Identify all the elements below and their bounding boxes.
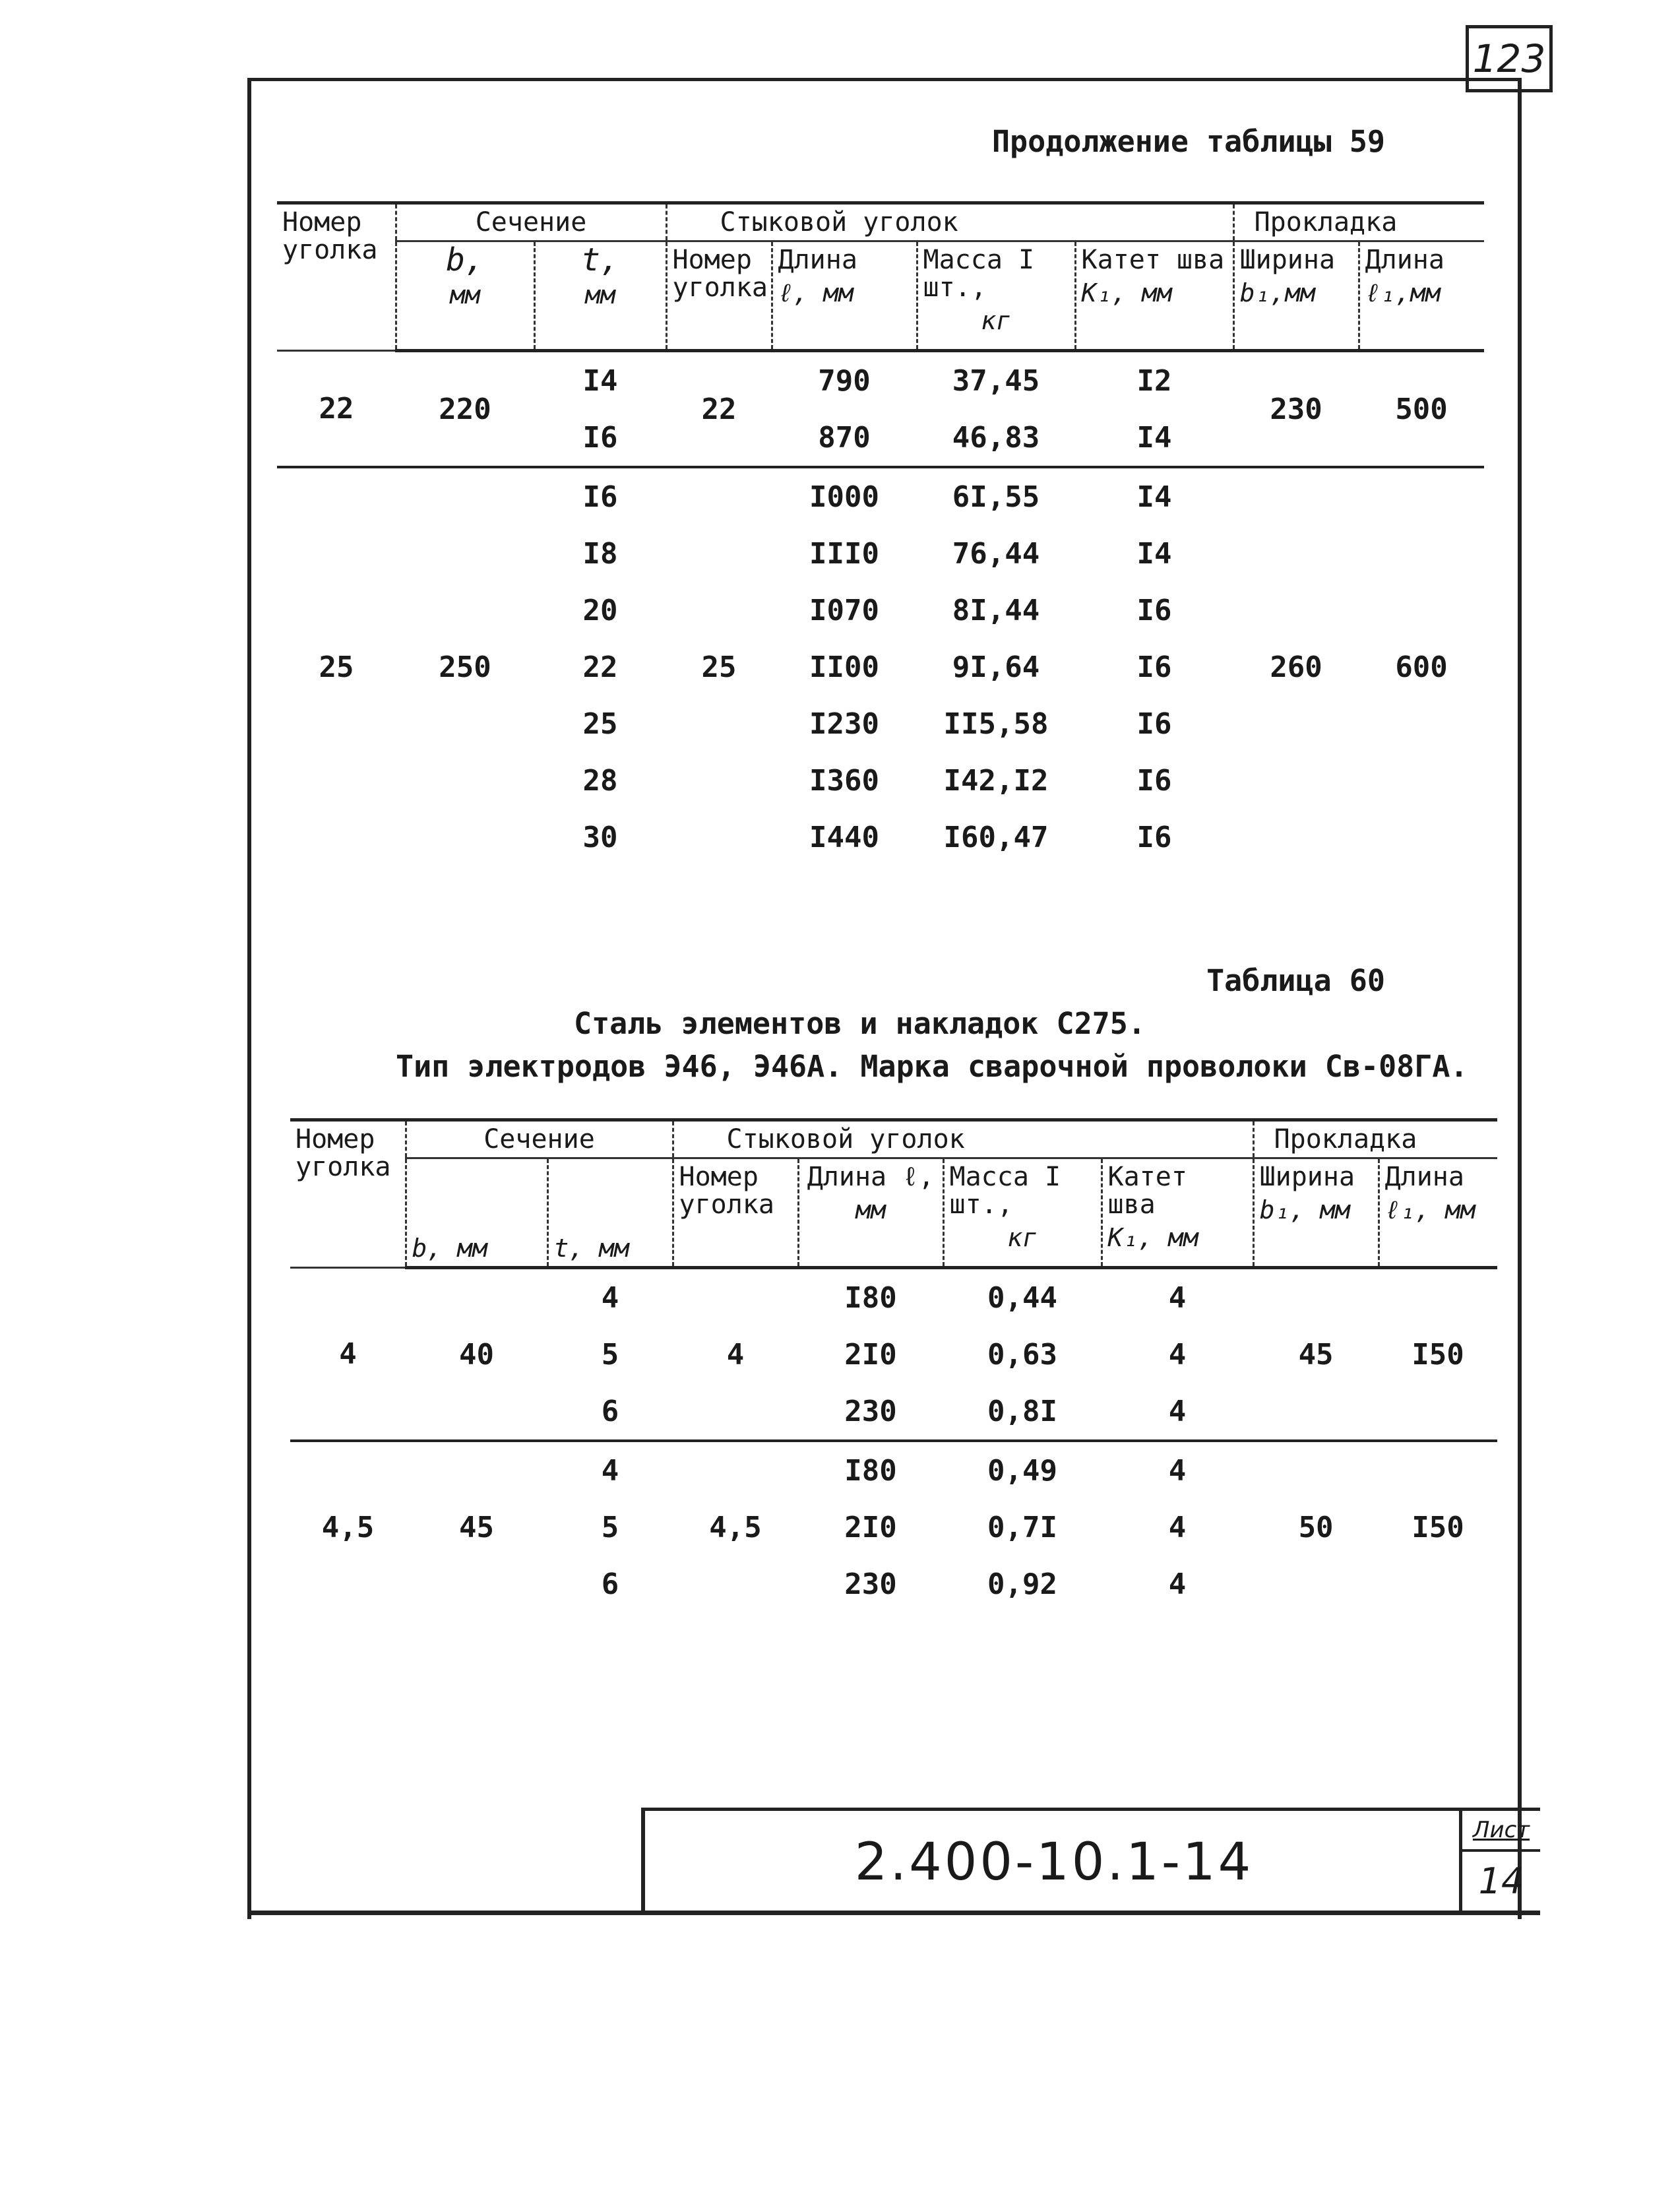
document-code: 2.400-10.1-14 (641, 1808, 1463, 1914)
mass-cell: 37,45 (952, 363, 1040, 398)
weld-cell: I6 (1136, 820, 1172, 854)
angle-number-cell: 4,5 (290, 1441, 406, 1612)
weld-cell: I6 (1136, 593, 1172, 627)
section-t-cell: 20 (582, 593, 618, 627)
header-section: Сечение (396, 203, 666, 241)
page-number: 123 (1466, 25, 1553, 92)
table-59 (277, 201, 1484, 866)
sheet-number: 14 (1478, 1860, 1524, 1902)
header-pad-length-sym: ℓ₁, мм (1384, 1195, 1475, 1224)
table59-body (277, 351, 1484, 866)
section-b-cell: 45 (406, 1441, 547, 1612)
section-t-cell: 4 (601, 1280, 619, 1315)
header-pad-width: Ширина (1239, 245, 1336, 275)
length-cell: I360 (809, 763, 879, 798)
header-length-sym: ℓ, мм (778, 278, 854, 307)
header-b-unit: мм (450, 280, 480, 309)
angle-number-cell: 4 (339, 1337, 357, 1371)
mass-cell: I42,I2 (943, 763, 1049, 798)
table60-steel-line: Сталь элементов и накладок С275. (574, 1006, 1146, 1041)
weld-cell: I4 (1136, 536, 1172, 571)
mass-cell: 0,8I (987, 1394, 1057, 1428)
sheet-label: Лист (1462, 1811, 1540, 1852)
header-b: b, мм (412, 1234, 487, 1263)
weld-cell: I4 (1136, 420, 1172, 455)
table-60 (290, 1118, 1497, 1612)
section-t-cell: 25 (582, 707, 618, 741)
butt-number-cell: 22 (701, 392, 737, 426)
pad-width-cell: 45 (1298, 1337, 1334, 1372)
header-length: Длина (778, 245, 857, 275)
header-pad: Прокладка (1233, 203, 1484, 241)
length-cell: 790 (818, 363, 871, 398)
angle-number-cell: 22 (319, 392, 354, 426)
header-t-unit: мм (585, 280, 615, 309)
header-b: b, (446, 241, 484, 278)
pad-length-cell: I50 (1379, 1441, 1497, 1612)
section-t-cell: I6 (534, 467, 666, 525)
section-t-cell: 5 (601, 1337, 619, 1372)
mass-cell: 0,92 (987, 1567, 1057, 1601)
section-t-cell: 6 (601, 1394, 619, 1428)
header-t: t, (581, 241, 619, 278)
header-pad-width-sym: b₁, мм (1259, 1195, 1350, 1224)
section-t-cell: 6 (601, 1567, 619, 1601)
butt-number-cell: 4,5 (673, 1441, 798, 1612)
length-cell: I80 (844, 1280, 897, 1315)
section-t-cell: 4 (547, 1441, 673, 1499)
header-angle-number: Номер уголка (277, 203, 396, 351)
header-length: Длина ℓ, (807, 1162, 935, 1192)
table59-caption: Продолжение таблицы 59 (991, 124, 1385, 159)
weld-cell: I6 (1136, 707, 1172, 741)
mass-cell: 0,44 (987, 1280, 1057, 1315)
weld-cell: 4 (1168, 1567, 1187, 1601)
weld-cell: 4 (1102, 1441, 1253, 1499)
length-cell: I80 (798, 1441, 943, 1499)
length-cell: 870 (818, 420, 871, 455)
header-butt-number: Номер уголка (666, 241, 772, 351)
butt-number-cell: 25 (666, 467, 772, 866)
weld-cell: 4 (1168, 1394, 1187, 1428)
weld-cell: 4 (1168, 1510, 1187, 1544)
mass-cell: 46,83 (952, 420, 1040, 455)
header-butt-angle: Стыковой уголок (666, 203, 1233, 241)
section-b-cell: 220 (439, 392, 491, 426)
weld-cell: I6 (1136, 763, 1172, 798)
header-t: t, мм (553, 1234, 629, 1263)
length-cell: 2I0 (844, 1337, 897, 1372)
length-cell: III0 (809, 536, 879, 571)
mass-cell: 76,44 (952, 536, 1040, 571)
header-butt-number: Номер уголка (673, 1158, 798, 1268)
section-b-cell: 40 (459, 1337, 494, 1372)
weld-cell: 4 (1168, 1280, 1187, 1315)
mass-cell: 0,63 (987, 1337, 1057, 1372)
mass-cell: 0,7I (987, 1510, 1057, 1544)
pad-width-cell: 50 (1253, 1441, 1379, 1612)
table-row (277, 467, 1484, 525)
mass-cell: I60,47 (943, 820, 1049, 854)
section-t-cell: 5 (601, 1510, 619, 1544)
header-pad-length: Длина (1384, 1162, 1464, 1192)
weld-cell: I4 (1075, 467, 1233, 525)
weld-cell: I2 (1136, 363, 1172, 398)
header-butt-angle: Стыковой уголок (673, 1120, 1253, 1158)
length-cell: 2I0 (844, 1510, 897, 1544)
header-pad-width-sym: b₁,мм (1239, 278, 1315, 307)
table60-electrode-line: Тип электродов Э46, Э46А. Марка сварочной проволоки Св-08ГА. (396, 1049, 1468, 1084)
length-cell: II00 (809, 650, 879, 684)
pad-width-cell: 230 (1270, 392, 1322, 426)
header-pad-length: Длина (1365, 245, 1444, 275)
header-mass: Масса I шт., (923, 245, 1035, 303)
angle-number-cell: 25 (277, 467, 396, 866)
pad-width-cell: 260 (1233, 467, 1359, 866)
section-t-cell: I8 (582, 536, 618, 571)
section-b-cell: 250 (396, 467, 534, 866)
mass-cell: II5,58 (943, 707, 1049, 741)
length-cell: I230 (809, 707, 879, 741)
header-pad-length-sym: ℓ₁,мм (1365, 278, 1441, 307)
header-mass-unit: кг (1007, 1223, 1038, 1252)
section-t-cell: I4 (582, 363, 618, 398)
table-row (290, 1268, 1497, 1327)
pad-length-cell: 500 (1395, 392, 1448, 426)
header-angle-number: Номер уголка (290, 1120, 406, 1268)
section-t-cell: 28 (582, 763, 618, 798)
header-pad-width: Ширина (1259, 1162, 1355, 1192)
pad-length-cell: I50 (1412, 1337, 1464, 1372)
header-weld-sym: K₁, мм (1107, 1223, 1198, 1252)
length-cell: 230 (844, 1394, 897, 1428)
section-t-cell: I6 (582, 420, 618, 455)
weld-cell: I6 (1136, 650, 1172, 684)
length-cell: I000 (772, 467, 917, 525)
header-weld: Катет шва (1081, 245, 1225, 275)
header-weld: Катет шва (1107, 1162, 1187, 1220)
header-length-unit: мм (855, 1195, 886, 1224)
header-weld-sym: K₁, мм (1081, 278, 1172, 307)
table-row (277, 351, 1484, 410)
mass-cell: 6I,55 (917, 467, 1075, 525)
header-pad: Прокладка (1253, 1120, 1497, 1158)
header-mass-unit: кг (981, 306, 1011, 335)
pad-length-cell: 600 (1359, 467, 1484, 866)
weld-cell: 4 (1168, 1337, 1187, 1372)
mass-cell: 0,49 (943, 1441, 1102, 1499)
table60-label: Таблица 60 (1206, 963, 1385, 998)
table60-body (290, 1268, 1497, 1613)
section-t-cell: 30 (582, 820, 618, 854)
mass-cell: 9I,64 (952, 650, 1040, 684)
length-cell: I440 (809, 820, 879, 854)
length-cell: I070 (809, 593, 879, 627)
butt-number-cell: 4 (726, 1337, 745, 1372)
sheet-box (1459, 1808, 1540, 1914)
section-t-cell: 22 (582, 650, 618, 684)
table-row (290, 1441, 1497, 1499)
header-section: Сечение (406, 1120, 673, 1158)
length-cell: 230 (844, 1567, 897, 1601)
mass-cell: 8I,44 (952, 593, 1040, 627)
header-mass: Масса I шт., (949, 1162, 1061, 1220)
